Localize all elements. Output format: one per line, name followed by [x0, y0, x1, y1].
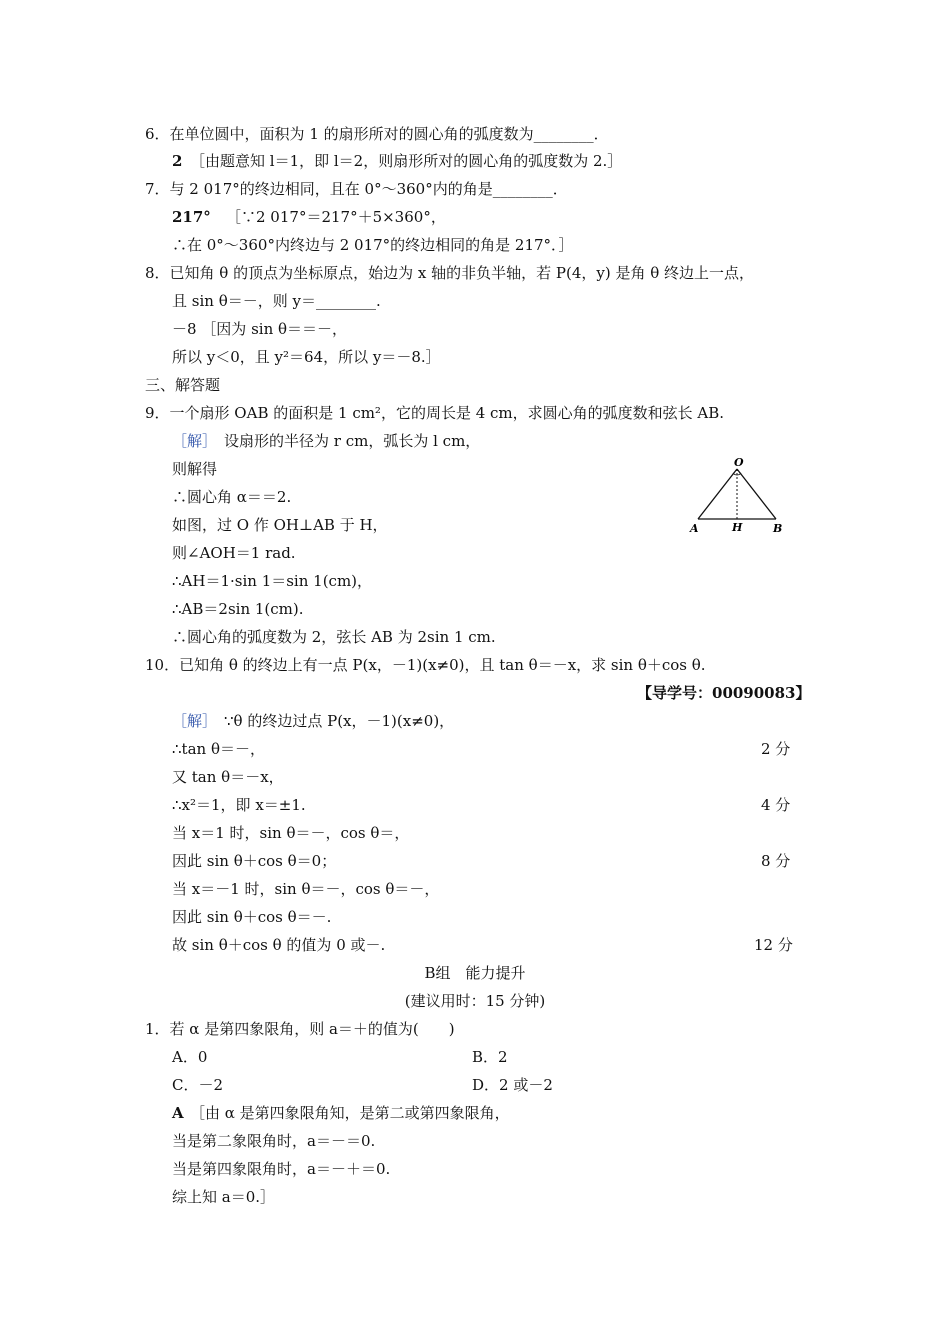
- suggested-time: (建议用时：15 分钟): [404, 992, 546, 1010]
- q9-step-7: ∴AB＝2sin 1(cm).: [172, 600, 304, 618]
- q10-step-9: 故 sin θ＋cos θ 的值为 0 或－.: [172, 936, 386, 954]
- q9-solution-label: ［解］: [172, 432, 218, 450]
- b1-answer-2: 当是第二象限角时，a＝－＝0.: [172, 1132, 376, 1150]
- question-8: 8．已知角 θ 的顶点为坐标原点，始边为 x 轴的非负半轴，若 P(4，y) 是角 θ 终边上一点，: [145, 264, 755, 282]
- question-7: 7．与 2 017°的终边相同，且在 0°～360°内的角是________．: [145, 180, 568, 198]
- score-2: 2 分: [761, 740, 791, 758]
- q10-step-4: ∴x²＝1，即 x＝±1.: [172, 796, 306, 814]
- side-OA: [698, 469, 737, 519]
- option-c: C．－2: [172, 1076, 224, 1094]
- q6-answer-label: 2: [172, 152, 183, 170]
- question-6: 6．在单位圆中，面积为 1 的扇形所对的圆心角的弧度数为________．: [145, 125, 609, 143]
- q7-answer: ［∵2 017°＝217°＋5×360°，: [226, 208, 446, 226]
- q9-step-3: ∴圆心角 α＝＝2.: [172, 488, 292, 506]
- label-B: B: [773, 522, 783, 535]
- b1-answer: ［由 α 是第四象限角知，是第二或第四象限角，: [190, 1104, 510, 1122]
- q7-answer-label: 217°: [172, 208, 211, 226]
- q9-step-4: 如图，过 O 作 OH⊥AB 于 H，: [172, 516, 388, 534]
- b1-answer-4: 综上知 a＝0.］: [172, 1188, 276, 1206]
- q9-step-6: ∴AH＝1·sin 1＝sin 1(cm)，: [172, 572, 373, 590]
- b1-answer-3: 当是第四象限角时，a＝－＋＝0.: [172, 1160, 391, 1178]
- q7-answer-2: ∴在 0°～360°内终边与 2 017°的终边相同的角是 217°．］: [172, 236, 574, 254]
- score-4: 4 分: [761, 796, 791, 814]
- q10-solution-label: ［解］: [172, 712, 218, 730]
- label-A: A: [690, 522, 699, 535]
- label-O: O: [734, 456, 744, 469]
- question-10: 10．已知角 θ 的终边上有一点 P(x，－1)(x≠0)，且 tan θ＝－x，求 sin θ＋cos θ.: [145, 656, 706, 674]
- q9-step-5: 则∠AOH＝1 rad.: [172, 544, 296, 562]
- b-question-1: 1．若 α 是第四象限角，则 a＝＋的值为( ): [145, 1020, 455, 1038]
- q8-answer: －8 ［因为 sin θ＝＝－，: [172, 320, 348, 338]
- score-8: 8 分: [761, 852, 791, 870]
- section-heading: 三、解答题: [145, 376, 221, 394]
- q10-step-5: 当 x＝1 时，sin θ＝－，cos θ＝，: [172, 824, 410, 842]
- q8-answer-2: 所以 y＜0，且 y²＝64，所以 y＝－8.］: [172, 348, 441, 366]
- option-a: A．0: [172, 1048, 208, 1066]
- group-b-heading: B组 能力提升: [424, 964, 526, 982]
- q9-step-8: ∴圆心角的弧度数为 2，弦长 AB 为 2sin 1 cm.: [172, 628, 496, 646]
- q10-step-6: 因此 sin θ＋cos θ＝0；: [172, 852, 337, 870]
- guide-number: 【导学号：00090083】: [637, 684, 811, 702]
- b1-answer-label: A: [172, 1104, 184, 1122]
- q10-step-2: ∴tan θ＝－，: [172, 740, 265, 758]
- q9-step-1: 设扇形的半径为 r cm，弧长为 l cm，: [224, 432, 481, 450]
- q6-answer: ［由题意知 l＝1，即 l＝2，则扇形所对的圆心角的弧度数为 2.］: [190, 152, 623, 170]
- q10-step-3: 又 tan θ＝－x，: [172, 768, 284, 786]
- q10-step-8: 因此 sin θ＋cos θ＝－.: [172, 908, 332, 926]
- triangle-diagram: [682, 455, 792, 540]
- q9-step-2: 则解得: [172, 460, 218, 478]
- side-OB: [737, 469, 776, 519]
- score-12: 12 分: [754, 936, 793, 954]
- question-8-line2: 且 sin θ＝－，则 y＝________.: [172, 292, 381, 310]
- option-b: B．2: [472, 1048, 508, 1066]
- label-H: H: [732, 521, 743, 534]
- question-9: 9．一个扇形 OAB 的面积是 1 cm²，它的周长是 4 cm，求圆心角的弧度数和弦长 AB.: [145, 404, 725, 422]
- q10-step-1: ∵θ 的终边过点 P(x，－1)(x≠0)，: [224, 712, 455, 730]
- q10-step-7: 当 x＝－1 时，sin θ＝－，cos θ＝－，: [172, 880, 440, 898]
- option-d: D．2 或－2: [472, 1076, 553, 1094]
